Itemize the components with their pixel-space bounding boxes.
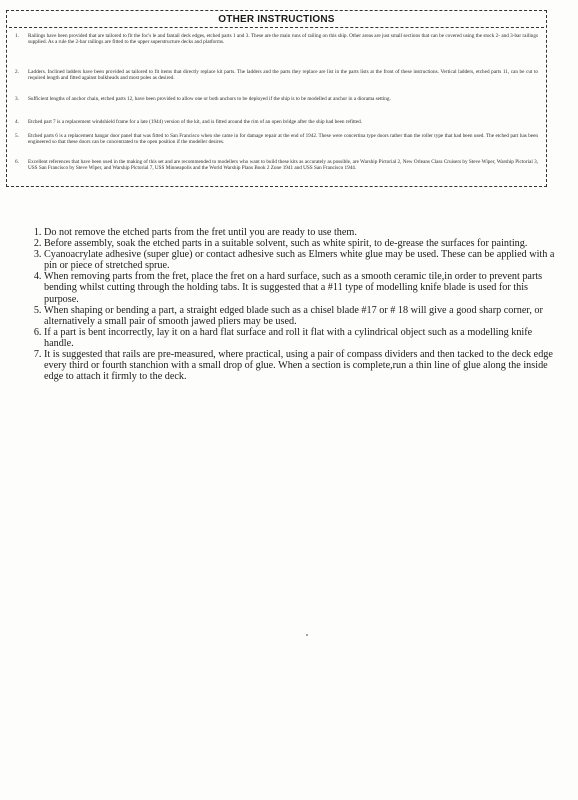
instruction-item-2	[15, 69, 538, 82]
item-text: Railings have been provided that are tailored to fit the foc's le and fantail deck edges, etched parts 1 and 3. These are the main runs of railing on this ship. Other areas are just small sections that can be covered using the stock 2- and 3-bar railings supplied. As a rule the 2-bar railings are fitted to the upper superstructure decks and platforms.	[28, 33, 538, 46]
box-title: OTHER INSTRUCTIONS	[218, 14, 335, 25]
item-number: 6.	[15, 159, 19, 165]
instruction-item-4	[15, 119, 538, 125]
item-number: 4.	[15, 119, 19, 125]
item-text: Etched part 7 is a replacement windshield frame for a late (1944) version of the kit, and is fitted around the rim of an open bridge after the ship had been refitted.	[28, 119, 363, 125]
item-number: 5.	[15, 133, 19, 139]
item-number: 3.	[15, 96, 19, 102]
item-number: 1.	[15, 33, 19, 39]
general-instruction: 2. Before assembly, soak the etched parts in a suitable solvent, such as white spirit, to de-grease the surfaces for painting.	[44, 238, 564, 249]
general-instruction: 7. It is suggested that rails are pre-measured, where practical, using a pair of compass dividers and then tacked to the deck edge every third or fourth stanchion with a small drop of glue. When a section is complete,run a thin line of glue along the inside edge to attach it firmly to the deck.	[44, 349, 564, 382]
instruction-item-3	[15, 96, 538, 102]
general-instruction: 4. When removing parts from the fret, place the fret on a hard surface, such as a smooth ceramic tile,in order to prevent parts bending whilst cutting through the holding tabs. It is suggested that a #11 type of modelling knife blade is used for this purpose.	[44, 271, 564, 304]
item-text: Ladders. Inclined ladders have been provided as tailored to fit items that directly replace kit parts. The ladders and the parts they replace are list in the parts lists at the front of these instructions. Vertical ladders, etched parts 11, can be cut to required length and fitted against bulkheads and most poles as desired.	[28, 69, 538, 82]
item-text: Etched parts 6 is a replacement hangar door panel that was fitted to San Francisco when she came in for damage repair at the end of 1942. These were concertina type doors rather than the roller type that had been used. The etched part has been engineered so that these doors can be concentrated to the open position if the modeller desires.	[28, 133, 538, 146]
item-text: Sufficient lengths of anchor chain, etched parts 12, have been provided to allow one or both anchors to be deployed if the ship is to be modelled at anchor in a diorama setting.	[28, 96, 391, 102]
general-instruction: 6. If a part is bent incorrectly, lay it on a hard flat surface and roll it flat with a cylindrical object such as a modelling knife handle.	[44, 327, 564, 349]
instruction-item-5	[15, 133, 538, 146]
item-number: 2.	[15, 69, 19, 75]
scan-speck	[306, 634, 308, 636]
general-instruction: 5. When shaping or bending a part, a straight edged blade such as a chisel blade #17 or # 18 will give a good sharp corner, or alternatively a small pair of smooth jawed pliers may be used.	[44, 305, 564, 327]
instruction-item-6	[15, 159, 538, 172]
title-divider	[9, 27, 544, 28]
general-instruction: 1. Do not remove the etched parts from the fret until you are ready to use them.	[44, 227, 564, 238]
instruction-item-1	[15, 33, 538, 46]
item-text: Excellent references that have been used in the making of this set and are recommended to modellers who want to build these kits as accurately as possible, are Warship Pictorial 2, New Orleans Class Cruisers by Steve Wiper, Warship Pictorial 3, USS San Francisco by Steve Wiper, and Warship Pictorial 7, USS Minneapolis and the World Warship Plans Book 2 Zone 1941 and USS San Francisco 1944.	[28, 159, 538, 172]
other-instructions-box	[6, 10, 547, 187]
general-instruction: 3. Cyanoacrylate adhesive (super glue) or contact adhesive such as Elmers white glue may be used. These can be applied with a pin or piece of stretched sprue.	[44, 249, 564, 271]
general-instructions-list	[26, 227, 564, 382]
